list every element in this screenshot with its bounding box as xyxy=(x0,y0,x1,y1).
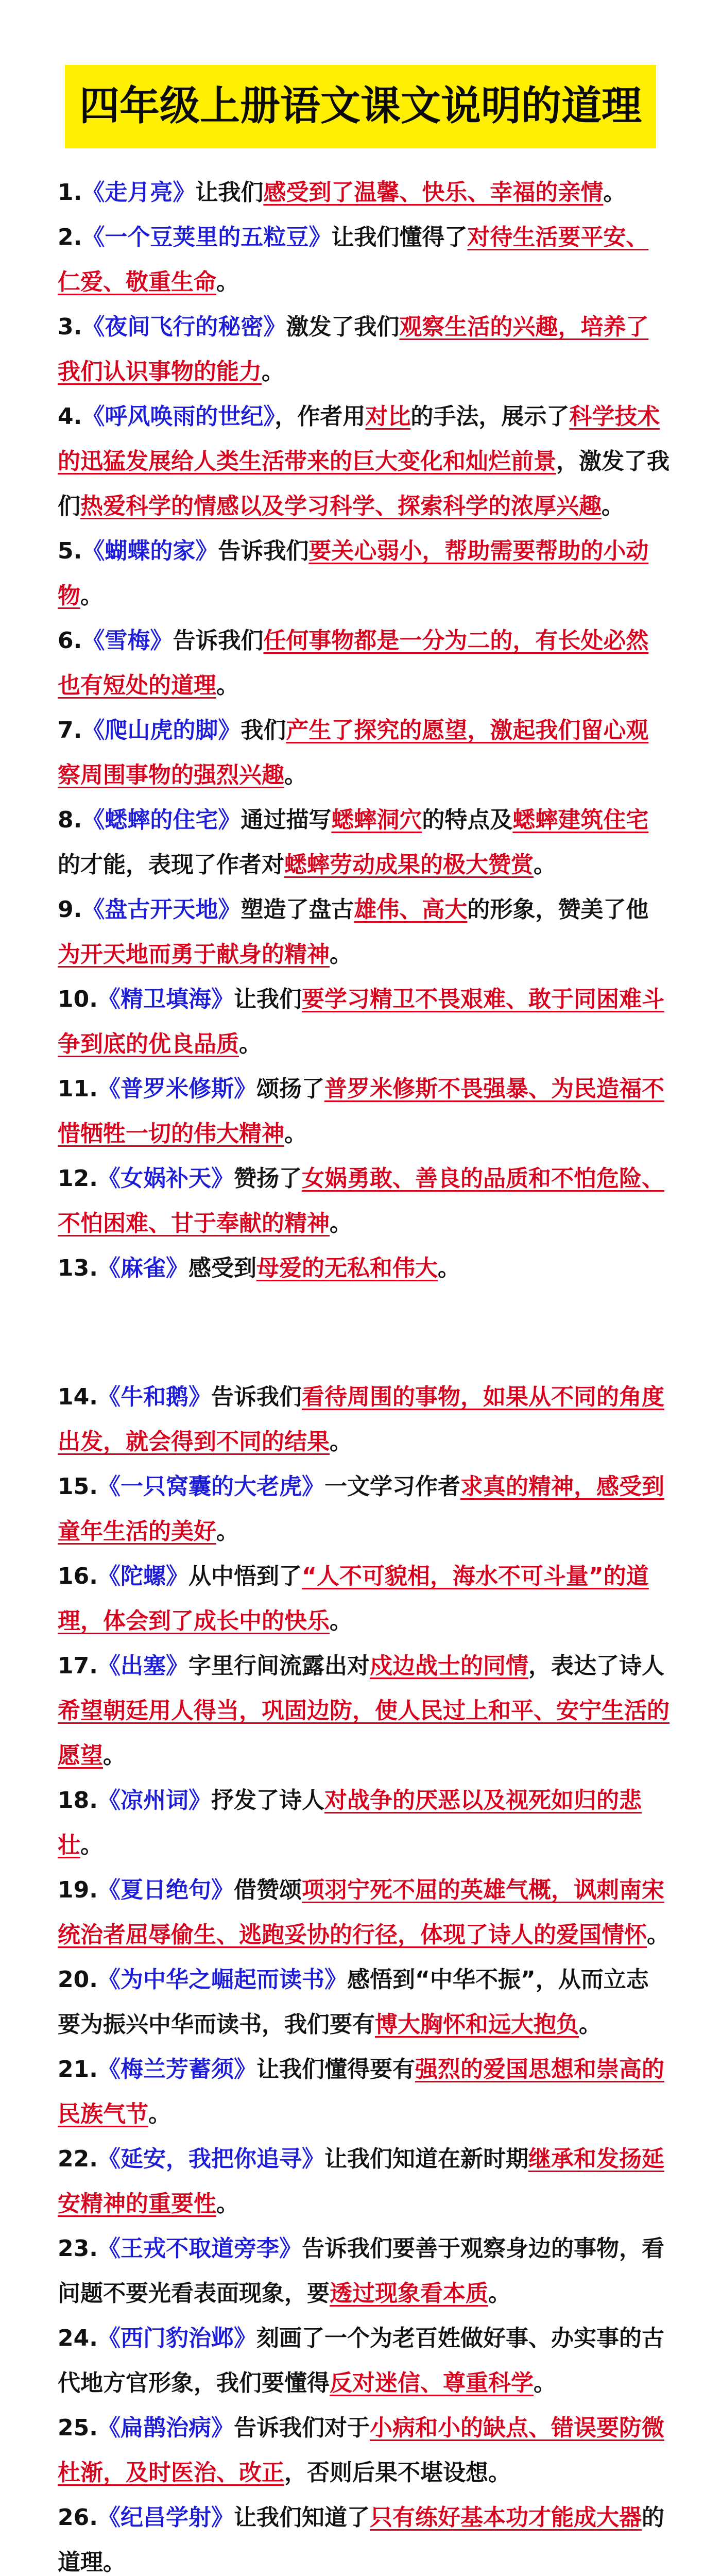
lesson-title: 《雪梅》 xyxy=(82,628,173,654)
item-number: 11. xyxy=(58,1076,98,1102)
highlight-text: 希望朝廷用人得当，巩固边防，使人民过上和平、安宁生活的愿望 xyxy=(58,1698,670,1769)
page-title: 四年级上册语文课文说明的道理 xyxy=(65,65,656,148)
body-text: 告诉我们 xyxy=(211,1384,302,1410)
body-text: 从中悟到了 xyxy=(188,1563,302,1589)
body-text: 赞扬了 xyxy=(233,1165,302,1192)
highlight-text: 为开天地而勇于献身的精神 xyxy=(58,941,330,968)
highlight-text: 对待生活要平安、仁爱、敬重生命 xyxy=(58,224,649,295)
highlight-text: “人不可貌相，海水不可斗量”的道理，体会到了成长中的快乐 xyxy=(58,1563,649,1634)
body-text: 告诉我们要善于观察身边的事物，看问题不要光看表面现象，要 xyxy=(58,2235,664,2307)
body-text: 塑造了盘古 xyxy=(241,896,354,923)
body-text: 。 xyxy=(330,1429,352,1455)
highlight-text: 产生了探究的愿望，激起我们留心观察周围事物的强烈兴趣 xyxy=(58,717,649,788)
list-item xyxy=(58,170,671,215)
lesson-title: 《精卫填海》 xyxy=(97,986,234,1012)
item-number: 16. xyxy=(58,1563,98,1589)
lesson-title: 《纪昌学射》 xyxy=(97,2504,234,2531)
list-item xyxy=(58,1156,671,1246)
body-text: 抒发了诗人 xyxy=(211,1787,324,1814)
highlight-text: 透过现象看本质 xyxy=(330,2280,488,2307)
highlight-text: 项羽宁死不屈的英雄气概，讽刺南宋统治者屈辱偷生、逃跑妥协的行径，体现了诗人的爱国情怀 xyxy=(58,1877,664,1948)
lesson-title: 《西门豹治邺》 xyxy=(97,2325,256,2351)
item-number: 19. xyxy=(58,1877,98,1903)
body-text: 。 xyxy=(239,1031,262,1057)
highlight-text: 科学技术的迅猛发展给人类生活带来的巨大变化和灿烂前景 xyxy=(58,403,660,474)
body-text: 。 xyxy=(602,493,624,519)
body-text: 感悟到“中华不振”，从而立志要为振兴中华而读书，我们要有 xyxy=(58,1967,649,2038)
item-number: 13. xyxy=(58,1255,98,1281)
item-number: 2. xyxy=(58,224,82,250)
body-text: 让我们懂得要有 xyxy=(256,2056,415,2082)
lesson-title: 《凉州词》 xyxy=(97,1787,211,1814)
body-text: 的手法，展示了 xyxy=(410,403,570,430)
highlight-text: 女娲勇敢、善良的品质和不怕危险、不怕困难、甘于奉献的精神 xyxy=(58,1165,664,1236)
lesson-title: 《呼风唤雨的世纪》 xyxy=(82,403,275,430)
body-text: ，作者用 xyxy=(274,403,366,430)
body-text: 。 xyxy=(603,179,626,206)
list-item xyxy=(58,1375,671,1464)
body-text: 告诉我们 xyxy=(218,538,309,564)
item-number: 6. xyxy=(58,628,82,654)
body-text: 的道理。 xyxy=(58,2504,664,2575)
highlight-text: 看待周围的事物，如果从不同的角度出发，就会得到不同的结果 xyxy=(58,1384,664,1455)
list-item xyxy=(58,1868,671,1957)
body-text: 。 xyxy=(330,1210,352,1236)
item-number: 17. xyxy=(58,1653,98,1679)
lesson-title: 《盘古开天地》 xyxy=(82,896,241,923)
highlight-text: 小病和小的缺点、错误要防微杜渐，及时医治、改正 xyxy=(58,2415,664,2486)
list-item xyxy=(58,1643,671,1778)
highlight-text: 求真的精神，感受到童年生活的美好 xyxy=(58,1473,664,1545)
item-number: 4. xyxy=(58,403,82,430)
lesson-title: 《王戎不取道旁李》 xyxy=(97,2235,302,2262)
item-number: 7. xyxy=(58,717,82,743)
highlight-text: 博大胸怀和远大抱负 xyxy=(375,2011,579,2038)
list-item xyxy=(58,2495,671,2576)
highlight-text: 母爱的无私和伟大 xyxy=(256,1255,438,1281)
body-text: 感受到 xyxy=(188,1255,256,1281)
item-number: 24. xyxy=(58,2325,98,2351)
item-number: 21. xyxy=(58,2056,98,2082)
item-number: 3. xyxy=(58,314,82,340)
list-item xyxy=(58,2405,671,2495)
body-text: 一文学习作者 xyxy=(324,1473,460,1500)
highlight-text: 对比 xyxy=(365,403,411,430)
lesson-title: 《梅兰芳蓄须》 xyxy=(97,2056,256,2082)
body-text: 。 xyxy=(534,2370,556,2396)
list-item xyxy=(58,2316,671,2405)
body-text: 。 xyxy=(330,941,352,968)
body-text: 。 xyxy=(534,852,556,878)
body-text: 的形象，赞美了他 xyxy=(467,896,649,923)
highlight-text: 继承和发扬延安精神的重要性 xyxy=(58,2146,664,2217)
body-text: 让我们知道了 xyxy=(233,2504,370,2531)
highlight-text: 热爱科学的情感以及学习科学、探索科学的浓厚兴趣 xyxy=(80,493,602,519)
highlight-text: 强烈的爱国思想和崇高的民族气节 xyxy=(58,2056,664,2127)
body-text: 。 xyxy=(216,2191,239,2217)
item-number: 10. xyxy=(58,986,98,1012)
body-text: 让我们 xyxy=(233,986,302,1012)
body-text: ，表达了诗人 xyxy=(528,1653,664,1679)
lesson-title: 《夏日绝句》 xyxy=(97,1877,234,1903)
body-text: 让我们懂得了 xyxy=(331,224,468,250)
list-item xyxy=(58,1066,671,1156)
lesson-title: 《为中华之崛起而读书》 xyxy=(97,1967,347,1993)
item-number: 1. xyxy=(58,179,82,206)
lesson-list xyxy=(58,170,671,2576)
body-text: 。 xyxy=(148,2101,171,2127)
highlight-text: 雄伟、高大 xyxy=(354,896,468,923)
list-item xyxy=(58,304,671,394)
body-text: 。 xyxy=(80,1832,103,1858)
body-text: ，激发了我们 xyxy=(58,448,670,519)
lesson-title: 《蟋蟀的住宅》 xyxy=(82,807,241,833)
highlight-text: 蟋蟀建筑住宅 xyxy=(512,807,649,833)
lesson-title: 《夜间飞行的秘密》 xyxy=(82,314,286,340)
list-item xyxy=(58,708,671,798)
body-text: 。 xyxy=(647,1922,670,1948)
lesson-title: 《女娲补天》 xyxy=(97,1165,234,1192)
lesson-title: 《一只窝囊的大老虎》 xyxy=(97,1473,324,1500)
list-item xyxy=(58,1778,671,1868)
highlight-text: 要关心弱小，帮助需要帮助的小动物 xyxy=(58,538,649,609)
body-text: 。 xyxy=(103,1742,126,1769)
body-text: 通过描写 xyxy=(241,807,332,833)
body-text: 。 xyxy=(216,269,239,295)
item-number: 15. xyxy=(58,1473,98,1500)
highlight-text: 戍边战士的同情 xyxy=(369,1653,528,1679)
list-item xyxy=(58,1464,671,1554)
highlight-text: 蟋蟀劳动成果的极大赞赏 xyxy=(284,852,534,878)
highlight-text: 蟋蟀洞穴 xyxy=(331,807,422,833)
list-item xyxy=(58,394,671,529)
item-number: 23. xyxy=(58,2235,98,2262)
body-text: 的特点及 xyxy=(422,807,513,833)
body-text: 。 xyxy=(284,1121,307,1147)
body-text: 让我们 xyxy=(195,179,264,206)
title-banner xyxy=(0,65,721,148)
highlight-text: 反对迷信、尊重科学 xyxy=(330,2370,534,2396)
highlight-text: 任何事物都是一分为二的，有长处必然也有短处的道理 xyxy=(58,628,649,699)
item-number: 20. xyxy=(58,1967,98,1993)
item-number: 26. xyxy=(58,2504,98,2531)
lesson-title: 《爬山虎的脚》 xyxy=(82,717,241,743)
highlight-text: 感受到了温馨、快乐、幸福的亲情 xyxy=(263,179,604,206)
list-item xyxy=(58,1957,671,2047)
body-text: ，否则后果不堪设想。 xyxy=(284,2460,511,2486)
lesson-title: 《普罗米修斯》 xyxy=(97,1076,256,1102)
lesson-title: 《蝴蝶的家》 xyxy=(82,538,218,564)
body-text: 告诉我们 xyxy=(173,628,264,654)
lesson-title: 《扁鹊治病》 xyxy=(97,2415,234,2441)
item-number: 22. xyxy=(58,2146,98,2172)
body-text: 激发了我们 xyxy=(286,314,400,340)
list-item xyxy=(58,529,671,618)
list-item xyxy=(58,1554,671,1643)
body-text: 。 xyxy=(80,583,103,609)
body-text: 。 xyxy=(579,2011,602,2038)
item-number: 25. xyxy=(58,2415,98,2441)
list-item xyxy=(58,215,671,304)
body-text: 。 xyxy=(284,762,307,788)
list-item xyxy=(58,618,671,708)
body-text: 的才能，表现了作者对 xyxy=(58,852,284,878)
lesson-title: 《走月亮》 xyxy=(82,179,196,206)
list-item xyxy=(58,798,671,887)
lesson-title: 《出塞》 xyxy=(97,1653,188,1679)
body-text: 字里行间流露出对 xyxy=(188,1653,370,1679)
lesson-title: 《延安，我把你追寻》 xyxy=(97,2146,324,2172)
lesson-title: 《一个豆荚里的五粒豆》 xyxy=(82,224,332,250)
list-item xyxy=(58,2137,671,2226)
highlight-text: 要学习精卫不畏艰难、敢于同困难斗争到底的优良品质 xyxy=(58,986,664,1057)
item-number: 14. xyxy=(58,1384,98,1410)
body-text: 。 xyxy=(216,1518,239,1545)
list-item xyxy=(58,1246,671,1291)
body-text: 让我们知道在新时期 xyxy=(324,2146,528,2172)
list-item xyxy=(58,887,671,977)
highlight-text: 只有练好基本功才能成大器 xyxy=(369,2504,642,2531)
lesson-title: 《陀螺》 xyxy=(97,1563,188,1589)
highlight-text: 观察生活的兴趣，培养了我们认识事物的能力 xyxy=(58,314,649,385)
list-item xyxy=(58,2047,671,2137)
item-number: 8. xyxy=(58,807,82,833)
body-text: 我们 xyxy=(241,717,286,743)
body-text: 告诉我们对于 xyxy=(233,2415,370,2441)
body-text: 。 xyxy=(488,2280,511,2307)
item-number: 18. xyxy=(58,1787,98,1814)
list-item xyxy=(58,977,671,1066)
body-text: 。 xyxy=(330,1608,352,1634)
item-number: 5. xyxy=(58,538,82,564)
item-number: 12. xyxy=(58,1165,98,1192)
item-number: 9. xyxy=(58,896,82,923)
body-text: 。 xyxy=(262,359,284,385)
body-text: 刻画了一个为老百姓做好事、办实事的古代地方官形象，我们要懂得 xyxy=(58,2325,664,2396)
highlight-text: 普罗米修斯不畏强暴、为民造福不惜牺牲一切的伟大精神 xyxy=(58,1076,664,1147)
body-text: 颂扬了 xyxy=(256,1076,324,1102)
list-item xyxy=(58,2226,671,2316)
body-text: 。 xyxy=(216,672,239,699)
body-text: 。 xyxy=(437,1255,460,1281)
lesson-title: 《麻雀》 xyxy=(97,1255,188,1281)
body-text: 借赞颂 xyxy=(233,1877,302,1903)
highlight-text: 对战争的厌恶以及视死如归的悲壮 xyxy=(58,1787,642,1858)
lesson-title: 《牛和鹅》 xyxy=(97,1384,211,1410)
